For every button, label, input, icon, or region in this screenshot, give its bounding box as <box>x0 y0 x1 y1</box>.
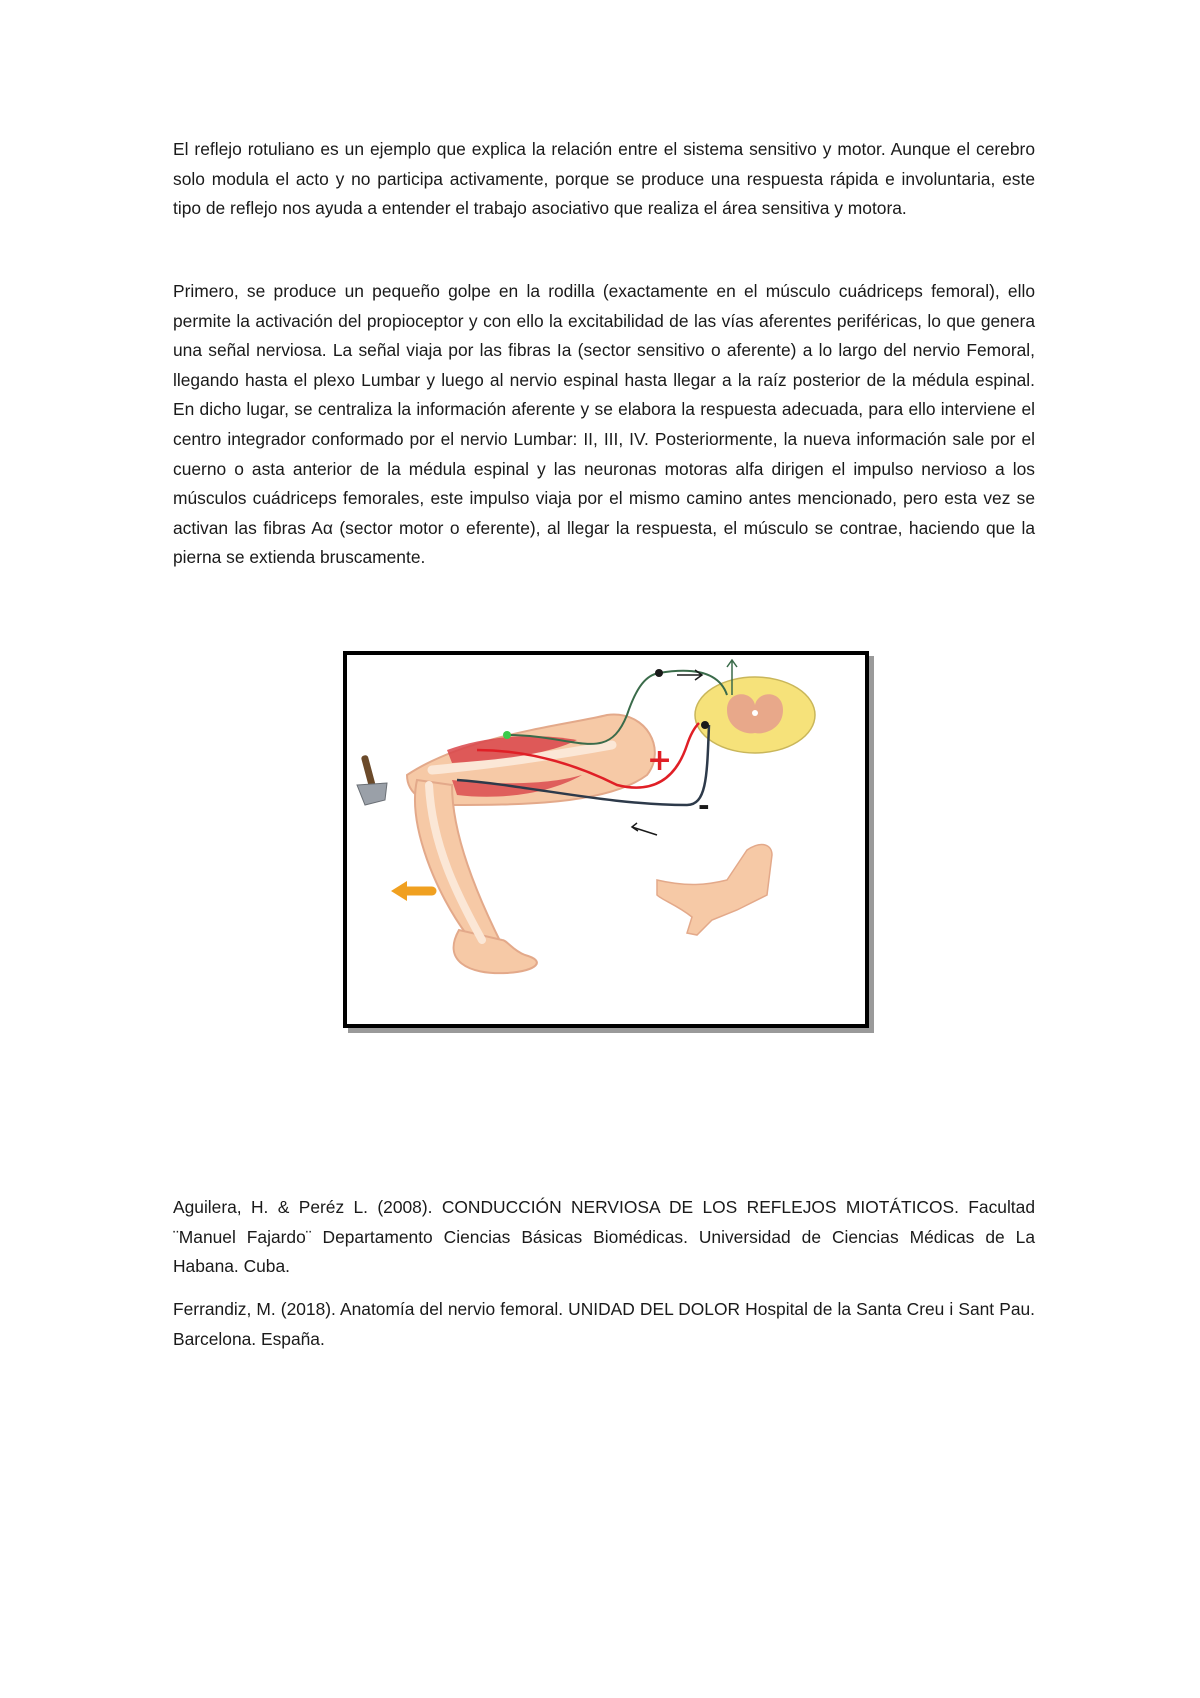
minus-sign: - <box>698 789 710 822</box>
plus-sign: + <box>647 743 673 778</box>
reference-aguilera: Aguilera, H. & Peréz L. (2008). CONDUCCIÓN NERVIOSA DE LOS REFLEJOS MIOTÁTICOS. Facultad ¨Manuel Fajardo¨ Departamento Ciencias Básicas Biomédicas. Universidad de Ciencias Médicas de La Habana. Cuba. <box>173 1197 1035 1277</box>
extended-leg-shape <box>657 845 772 935</box>
reflex-figure <box>343 651 869 1028</box>
synapse-node <box>701 721 709 729</box>
reference-ferrandiz: Ferrandiz, M. (2018). Anatomía del nervio femoral. UNIDAD DEL DOLOR Hospital de la Santa Creu i Sant Pau. Barcelona. España. <box>173 1299 1035 1349</box>
dorsal-ganglion <box>655 669 663 677</box>
receptor-node <box>503 731 511 739</box>
process-paragraph: Primero, se produce un pequeño golpe en la rodilla (exactamente en el músculo cuádriceps femoral), ello permite la activación del propioceptor y con ello la excitabilidad de las vías aferentes periféricas, lo que genera una señal nerviosa. La señal viaja por las fibras Ia (sector sensitivo o aferente) a lo largo del nervio Femoral, llegando hasta el plexo Lumbar y luego al nervio espinal hasta llegar a la raíz posterior de la médula espinal. En dicho lugar, se centraliza la información aferente y se elabora la respuesta adecuada, para ello interviene el centro integrador conformado por el nervio Lumbar: II, III, IV. Posteriormente, la nueva información sale por el cuerno o asta anterior de la médula espinal y las neuronas motoras alfa dirigen el impulso nervioso a los músculos cuádriceps femorales, este impulso viaja por el mismo camino antes mencionado, pero esta vez se activan las fibras Aα (sector motor o eferente), al llegar la respuesta, el músculo se contrae, haciendo que la pierna se extienda bruscamente. <box>173 281 1035 568</box>
intro-paragraph: El reflejo rotuliano es un ejemplo que explica la relación entre el sistema sensitivo y motor. Aunque el cerebro solo modula el acto y no participa activamente, porque se produce una respuesta rápida e involuntaria, este tipo de reflejo nos ayuda a entender el trabajo asociativo que realiza el área sensitiva y motora. <box>173 139 1035 219</box>
kick-arrow-head <box>391 881 407 901</box>
spinal-cord-section <box>695 677 815 753</box>
patellar-reflex-illustration <box>347 655 865 1024</box>
signal-arrow-left <box>632 823 657 835</box>
reflex-hammer <box>357 755 387 805</box>
